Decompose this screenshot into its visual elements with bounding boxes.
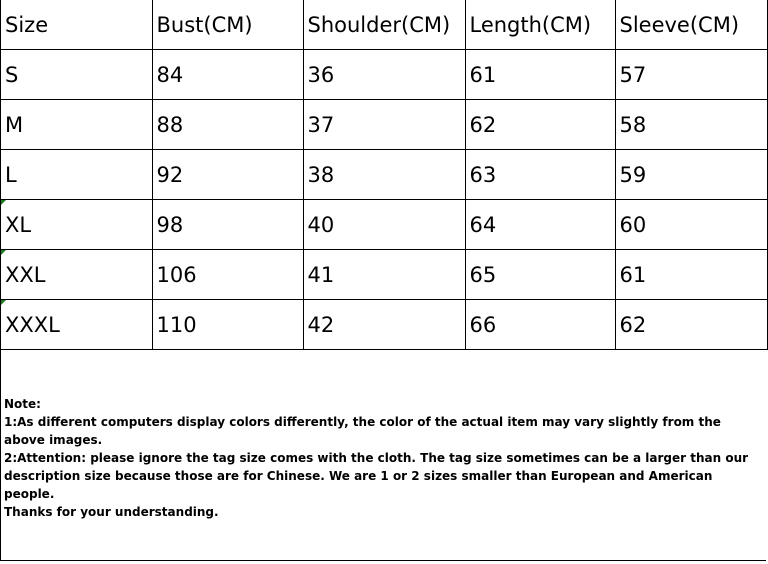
table-row <box>1 300 767 350</box>
length-cell: 63 <box>465 150 615 200</box>
bust-cell: 98 <box>152 200 303 250</box>
bust-cell: 88 <box>152 100 303 150</box>
table-row <box>1 50 767 100</box>
size-cell <box>1 300 152 350</box>
table-row <box>1 200 767 250</box>
header-sleeve: Sleeve(CM) <box>615 0 767 50</box>
table-header-row <box>1 0 767 50</box>
note-heading: Note: <box>4 397 41 411</box>
sleeve-cell: 61 <box>615 250 767 300</box>
header-bust: Bust(CM) <box>152 0 303 50</box>
length-cell: 61 <box>465 50 615 100</box>
shoulder-cell: 38 <box>303 150 465 200</box>
cell-marker-icon <box>1 300 6 305</box>
bust-cell: 92 <box>152 150 303 200</box>
size-cell-text: XXXL <box>5 312 60 337</box>
shoulder-cell: 37 <box>303 100 465 150</box>
sleeve-cell: 58 <box>615 100 767 150</box>
size-cell: L <box>1 150 152 200</box>
size-cell-text: XL <box>5 212 32 237</box>
cell-marker-icon <box>1 250 6 255</box>
table-row <box>1 100 767 150</box>
note-block <box>4 395 764 521</box>
bust-cell: 106 <box>152 250 303 300</box>
sleeve-cell: 57 <box>615 50 767 100</box>
size-cell <box>1 200 152 250</box>
length-cell: 66 <box>465 300 615 350</box>
size-cell: S <box>1 50 152 100</box>
sleeve-cell: 59 <box>615 150 767 200</box>
cell-marker-icon <box>1 200 6 205</box>
note-thanks: Thanks for your understanding. <box>4 505 219 519</box>
sleeve-cell: 60 <box>615 200 767 250</box>
size-cell <box>1 250 152 300</box>
shoulder-cell: 40 <box>303 200 465 250</box>
bust-cell: 84 <box>152 50 303 100</box>
table-row <box>1 150 767 200</box>
size-table <box>1 0 768 350</box>
note-line-2: 2:Attention: please ignore the tag size comes with the cloth. The tag size sometimes can be a larger than our description size because those are for Chinese. We are 1 or 2 sizes smaller than European and American people. <box>4 451 749 501</box>
shoulder-cell: 41 <box>303 250 465 300</box>
table-row <box>1 250 767 300</box>
shoulder-cell: 42 <box>303 300 465 350</box>
length-cell: 64 <box>465 200 615 250</box>
header-shoulder: Shoulder(CM) <box>303 0 465 50</box>
length-cell: 62 <box>465 100 615 150</box>
header-size: Size <box>1 0 152 50</box>
header-length: Length(CM) <box>465 0 615 50</box>
bust-cell: 110 <box>152 300 303 350</box>
note-line-1: 1:As different computers display colors differently, the color of the actual item may vary slightly from the above images. <box>4 415 721 447</box>
size-cell: M <box>1 100 152 150</box>
length-cell: 65 <box>465 250 615 300</box>
shoulder-cell: 36 <box>303 50 465 100</box>
size-cell-text: XXL <box>5 262 46 287</box>
sleeve-cell: 62 <box>615 300 767 350</box>
